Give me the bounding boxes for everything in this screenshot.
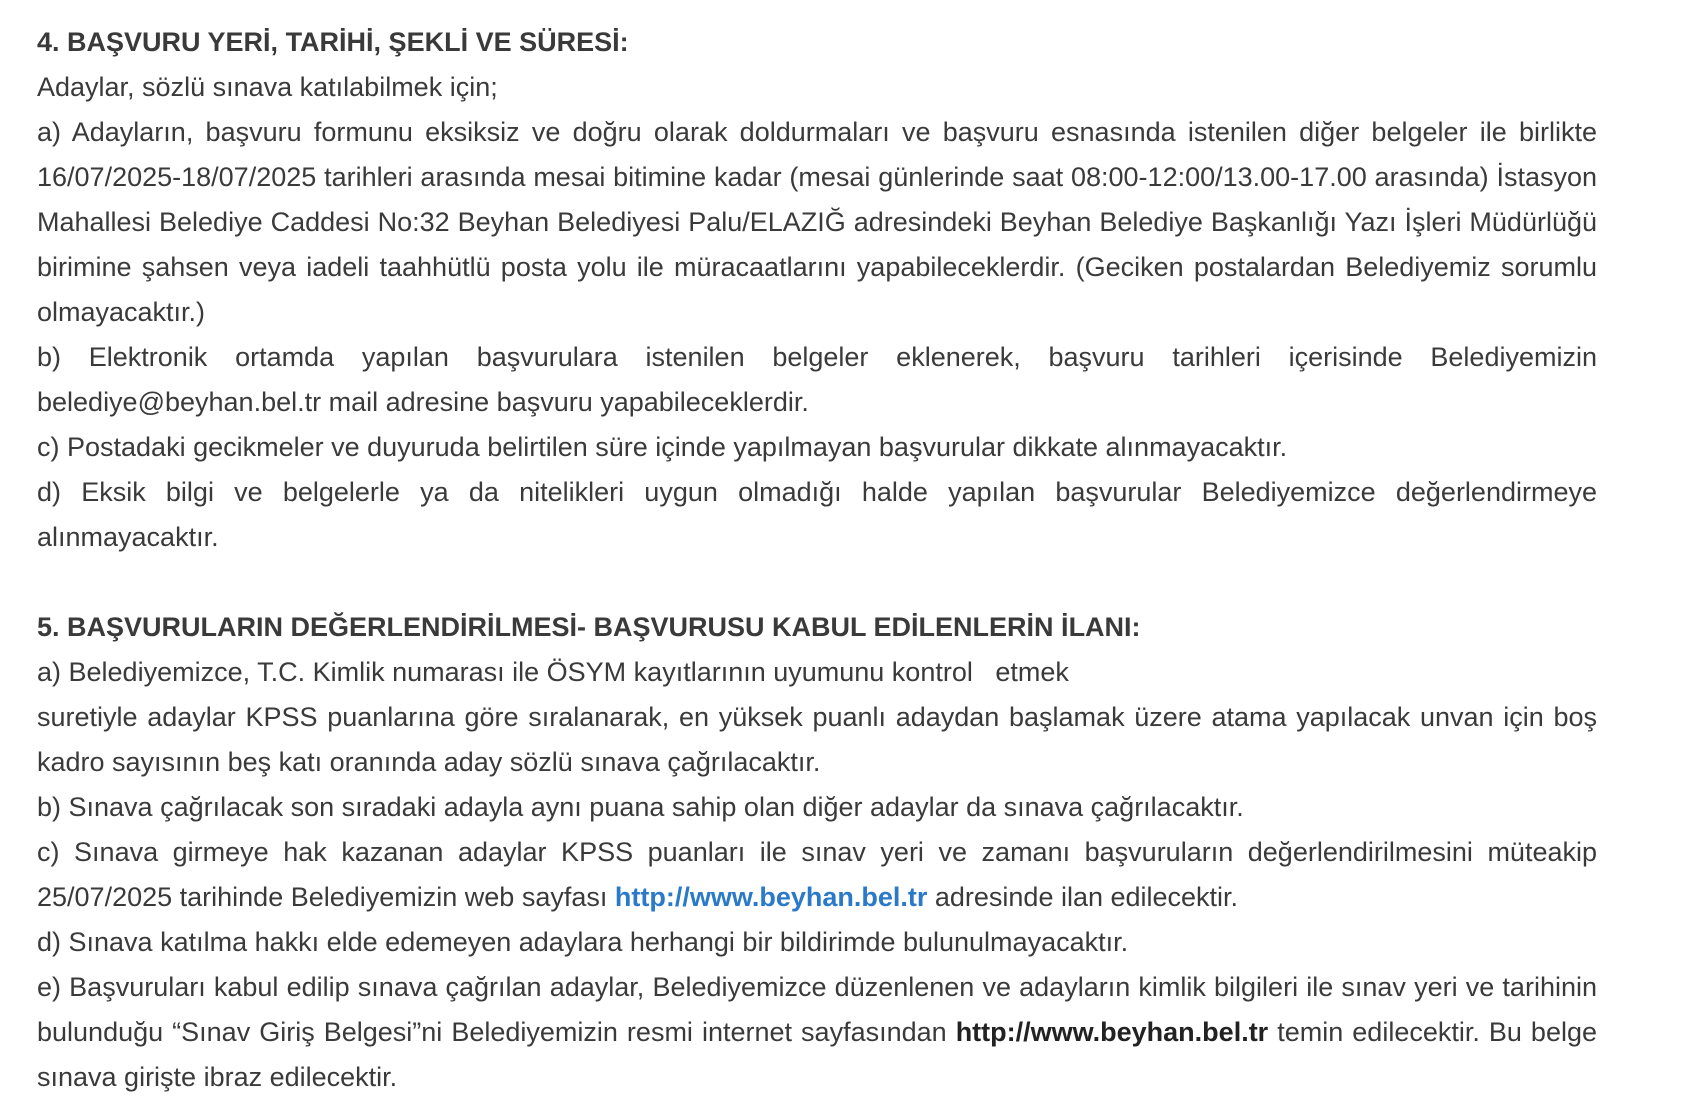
beyhan-website-link[interactable]: http://www.beyhan.bel.tr (614, 882, 928, 912)
section-5-item-a-line2: suretiyle adaylar KPSS puanlarına göre sıralanarak, en yüksek puanlı adaydan başlamak üzere atama yapılacak unvan için boş kadro sayısının beş katı oranında aday sözlü sınava çağrılacaktır. (37, 702, 1597, 777)
section-4-item-c: c) Postadaki gecikmeler ve duyuruda belirtilen süre içinde yapılmayan başvurular dikkate alınmayacaktır. (37, 432, 1288, 462)
section-4-item-b: b) Elektronik ortamda yapılan başvurulara istenilen belgeler eklenerek, başvuru tarihleri içerisinde Belediyemizin belediye@beyhan.bel.tr mail adresine başvuru yapabileceklerdir. (37, 342, 1597, 417)
section-5-item-c (37, 830, 1597, 920)
section-5-heading: 5. BAŞVURULARIN DEĞERLENDİRİLMESİ- BAŞVURUSU KABUL EDİLENLERİN İLANI: (37, 612, 1141, 642)
section-4-item-a: a) Adayların, başvuru formunu eksiksiz ve doğru olarak doldurmaları ve başvuru esnasında istenilen diğer belgeler ile birlikte 16/07/2025-18/07/2025 tarihleri arasında mesai bitimine kadar (mesai günlerinde saat 08:00-12:00/13.00-17.00 arasında) İstasyon Mahallesi Belediye Caddesi No:32 Beyhan Belediyesi Palu/ELAZIĞ adresindeki Beyhan Belediye Başkanlığı Yazı İşleri Müdürlüğü birimine şahsen veya iadeli taahhütlü posta yolu ile müracaatlarını yapabileceklerdir. (Geciken postalardan Belediyemiz sorumlu olmayacaktır.) (37, 117, 1597, 327)
section-5-item-d: d) Sınava katılma hakkı elde edemeyen adaylara herhangi bir bildirimde bulunulmayacaktır. (37, 927, 1129, 957)
beyhan-website-link-bold[interactable]: http://www.beyhan.bel.tr (955, 1017, 1269, 1047)
section-5-item-c-text-before: c) Sınava girmeye hak kazanan adaylar KPSS puanları ile sınav yeri ve zamanı başvuruların değerlendirilmesini müteakip 25/07/2025 tarihinde Belediyemizin web sayfası (37, 837, 1597, 912)
section-5-item-e-text-after: temin edilecektir. Bu belge sınava girişte ibraz edilecektir. (37, 1017, 1597, 1092)
section-4-heading: 4. BAŞVURU YERİ, TARİHİ, ŞEKLİ VE SÜRESİ: (37, 27, 629, 57)
announcement-document (37, 20, 1597, 1100)
section-5-item-e (37, 965, 1597, 1100)
section-5-item-e-text-before: e) Başvuruları kabul edilip sınava çağrılan adaylar, Belediyemizce düzenlenen ve adayların kimlik bilgileri ile sınav yeri ve tarihinin bulunduğu “Sınav Giriş Belgesi”ni Belediyemizin resmi internet sayfasından (37, 972, 1597, 1047)
section-5-item-c-text-after: adresinde ilan edilecektir. (927, 882, 1239, 912)
section-spacer (37, 560, 1597, 605)
section-4-intro: Adaylar, sözlü sınava katılabilmek için; (37, 72, 498, 102)
section-5-item-b: b) Sınava çağrılacak son sıradaki adayla aynı puana sahip olan diğer adaylar da sınava çağrılacaktır. (37, 792, 1244, 822)
section-5-item-a-line1: a) Belediyemizce, T.C. Kimlik numarası ile ÖSYM kayıtlarının uyumunu kontrol etmek (37, 657, 1069, 687)
section-4-item-d: d) Eksik bilgi ve belgelerle ya da nitelikleri uygun olmadığı halde yapılan başvurular Belediyemizce değerlendirmeye alınmayacaktır. (37, 477, 1597, 552)
